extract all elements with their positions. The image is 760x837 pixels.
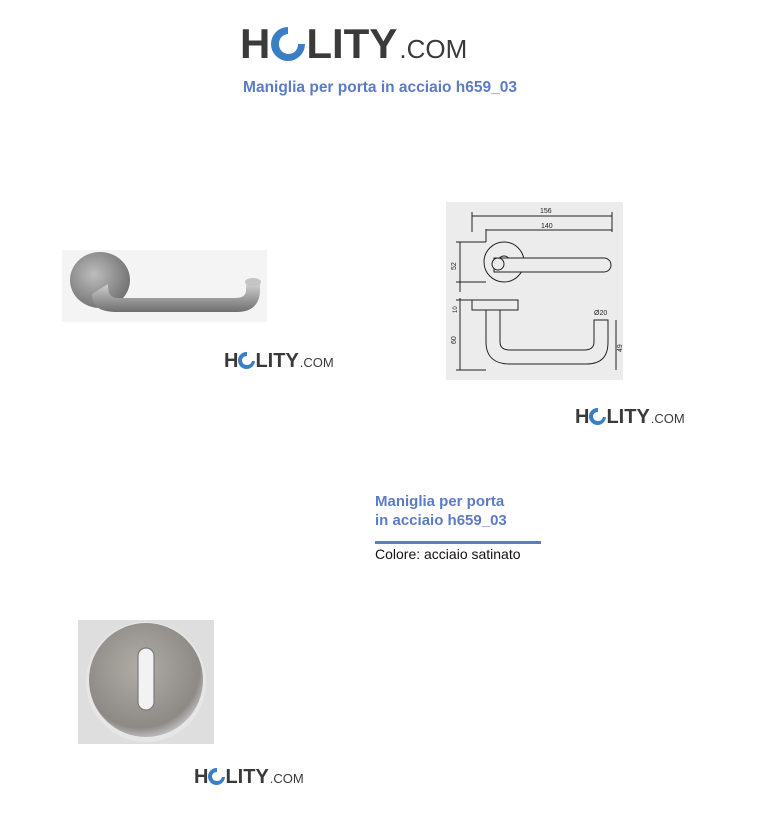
logo-suffix: .COM [299, 355, 334, 370]
product-name [375, 492, 575, 530]
dimension-10: 10 [453, 306, 459, 313]
holity-logo-small[interactable] [224, 350, 334, 373]
product-image-handle [62, 250, 267, 322]
logo-letters: LITY [306, 20, 398, 67]
product-image-rosette [78, 620, 214, 744]
logo-circle-icon [238, 352, 255, 369]
dimension-49: 49 [617, 344, 624, 352]
product-name-line-2: in acciaio h659_03 [375, 512, 507, 529]
dimension-140: 140 [541, 223, 553, 230]
logo-circle-icon [208, 768, 225, 785]
logo-letters: LITY [225, 766, 269, 788]
page-title: Maniglia per porta in acciaio h659_03 [243, 79, 517, 96]
dimension-52: 52 [451, 262, 458, 270]
logo-letters: LITY [255, 350, 299, 372]
holity-logo-small[interactable] [575, 406, 685, 429]
logo-suffix: .COM [269, 771, 304, 786]
dimension-60: 60 [451, 336, 458, 344]
logo-letters: LITY [606, 406, 650, 428]
technical-drawing [446, 202, 623, 380]
dimension-156: 156 [540, 208, 552, 215]
logo-letter-h: H [224, 350, 239, 372]
logo-letter-h: H [194, 766, 209, 788]
product-name-line-1: Maniglia per porta [375, 493, 505, 510]
logo-suffix: .COM [399, 34, 468, 64]
logo-letter-h: H [240, 20, 271, 67]
title-underline [375, 541, 541, 544]
holity-logo[interactable] [240, 20, 467, 68]
product-color: Colore: acciaio satinato [375, 546, 521, 562]
logo-circle-icon [589, 408, 606, 425]
dimension-diameter-20: Ø20 [594, 310, 608, 317]
logo-suffix: .COM [650, 411, 685, 426]
holity-logo-small[interactable] [194, 766, 304, 789]
logo-circle-icon [271, 27, 305, 61]
logo-letter-h: H [575, 406, 590, 428]
